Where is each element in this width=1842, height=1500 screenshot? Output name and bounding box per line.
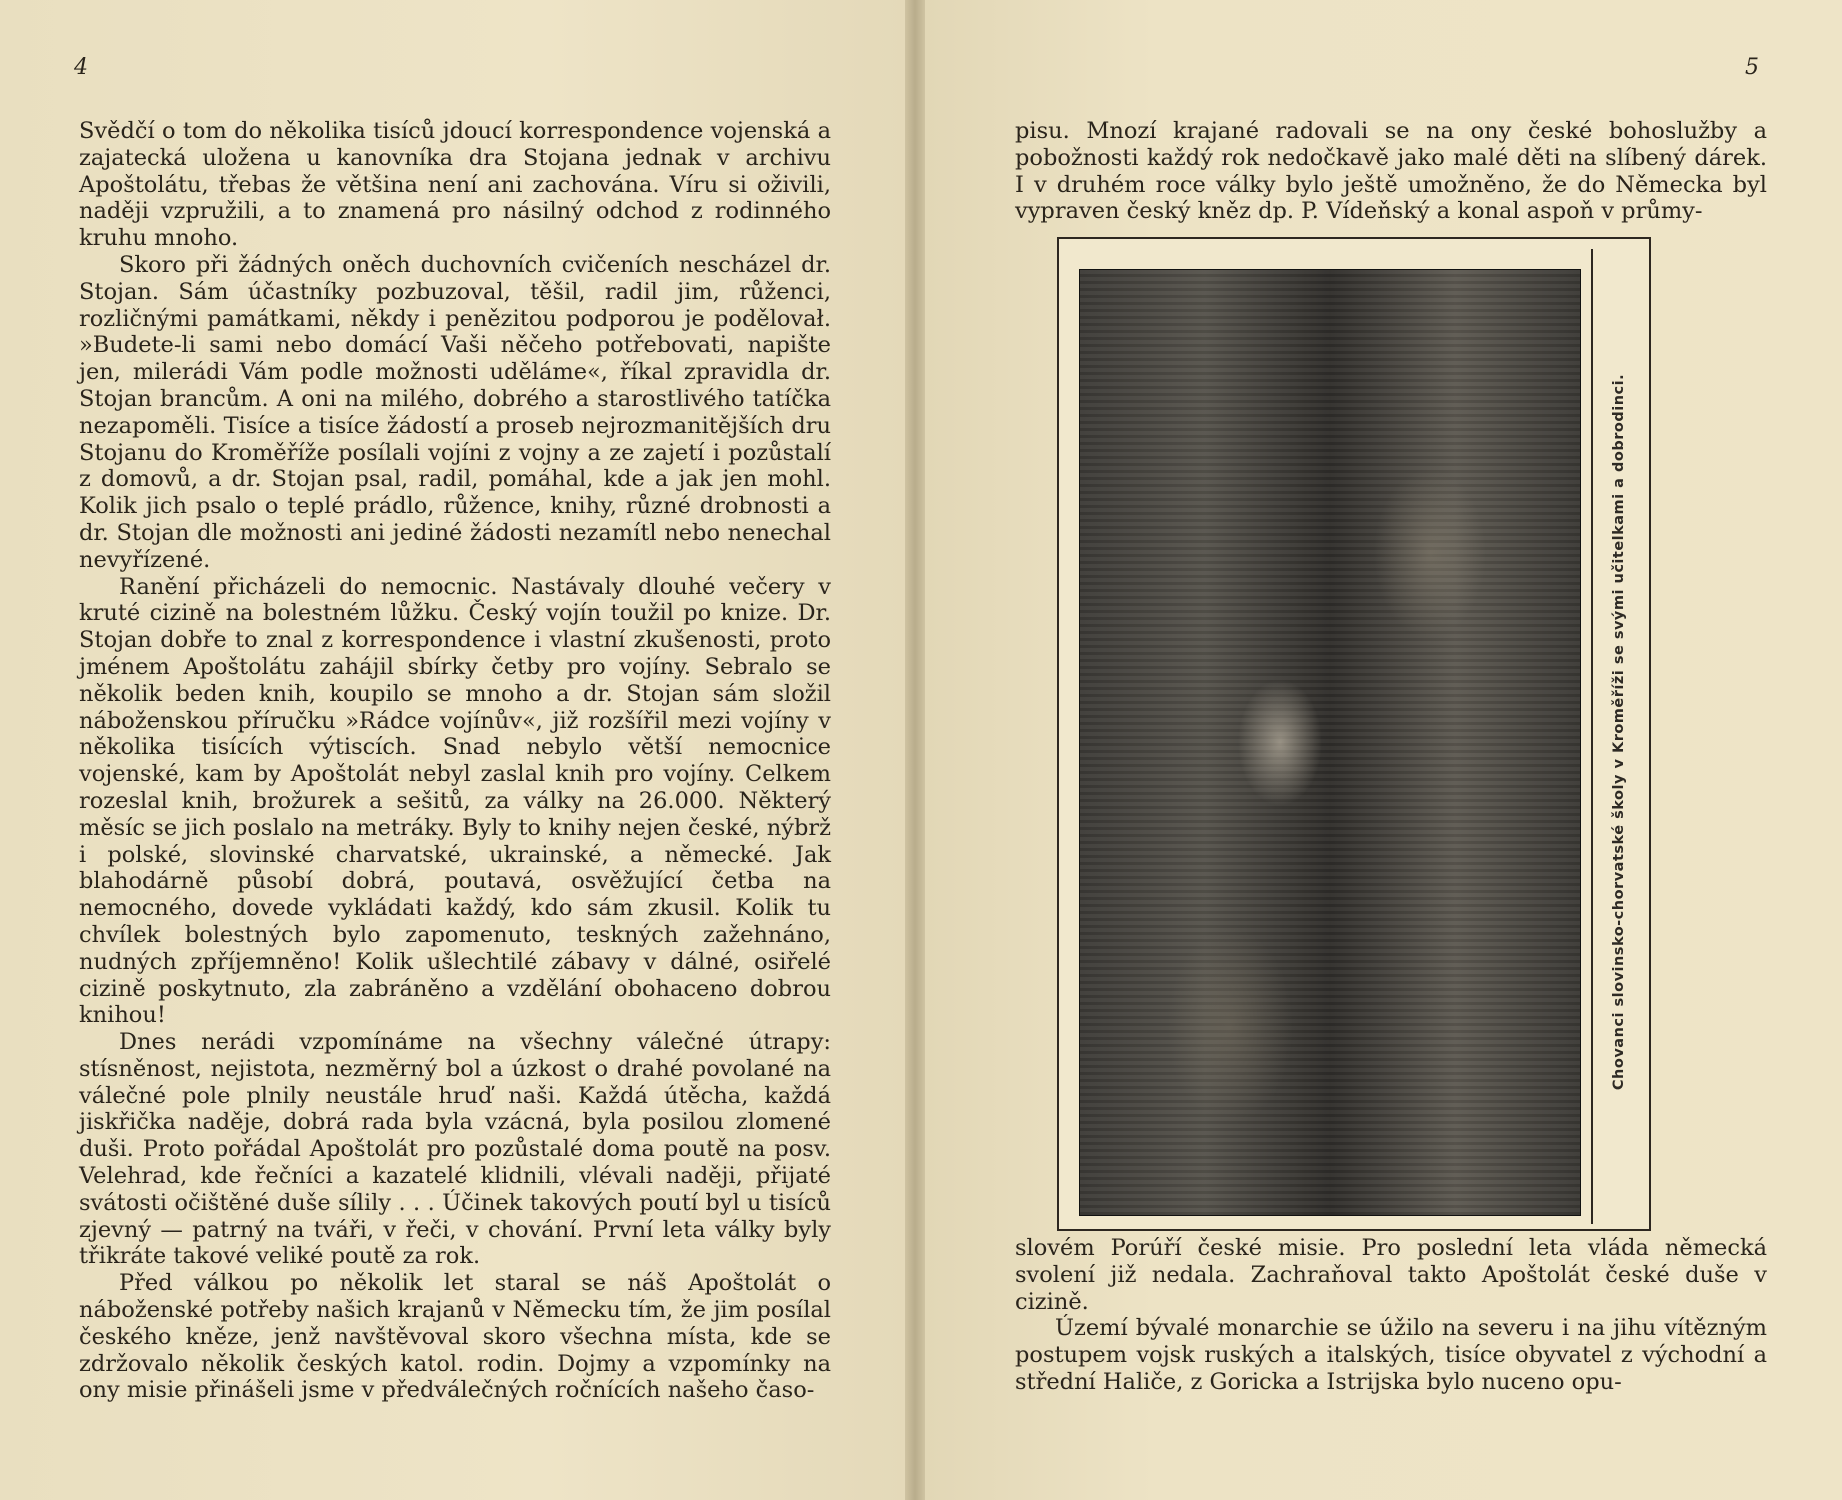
right-page-top-body [1015,118,1767,225]
paragraph: Skoro při žádných oněch duchovních cvičeních nescházel dr. Stojan. Sám účastníky pozbuzoval, těšil, radil jim, růženci, rozličnými památkami, někdy i penězitou podporou je podělovał. »Budete-li sami nebo domácí Vaši něčeho potřebovati, napište jen, milerádi Vám podle možnosti uděláme«, říkal zpravidla dr. Stojan brancům. A oni na milého, dobrého a starostlivého tatíčka nezapoměli. Tisíce a tisíce žádostí a proseb nejrozmanitějších dru Stojanu do Kroměříže posílali vojíni z vojny a ze zajetí i pozůstalí z domovů, a dr. Stojan psal, radil, pomáhal, kde a jak jen mohl. Kolik jich psalo o teplé prádlo, růžence, knihy, různé drobnosti a dr. Stojan dle možnosti ani jediné žádosti nezamítl nebo nenechal nevyřízené. [79,251,831,573]
book-gutter [905,0,925,1500]
right-page [925,0,1842,1500]
page-number: 4 [74,55,88,80]
paragraph: Dnes nerádi vzpomínáme na všechny válečné útrapy: stísněnost, nejistota, nezměrný bol a úzkost o drahé povolané na válečné pole plnily neustále hruď naši. Každá útěcha, každá jiskřička naděje, dobrá rada byla vzácná, byla posilou zlomené duši. Proto pořádal Apoštolát pro pozůstalé doma poutě na posv. Velehrad, kde řečníci a kazatelé klidnili, vlévali naději, přijaté svátosti očištěné duše sílily . . . Účinek takových poutí byl u tisíců zjevný — patrný na tváři, v řeči, v chování. První leta války byly třikráte takové veliké poutě za rok. [79,1029,831,1270]
paragraph: Území bývalé monarchie se úžilo na severu i na jihu vítězným postupem vojsk ruských a italských, tisíce obyvatel z východní a střední Haliče, z Goricka a Istrijska bylo nuceno opu- [1015,1315,1767,1395]
paragraph: slovém Porúří české misie. Pro poslední leta vláda německá svolení již nedala. Zachraňoval takto Apoštolát české duše v cizině. [1015,1235,1767,1315]
paragraph: Před válkou po několik let staral se náš Apoštolát o náboženské potřeby našich krajanů v Německu tím, že jim posílal českého kněze, jenž navštěvoval skoro všechna místa, kde se zdržovalo několik českých katol. rodin. Dojmy a vzpomínky na ony misie přinášeli jsme v předválečných ročnících našeho časo- [79,1270,831,1404]
right-page-bottom-body [1015,1235,1767,1396]
caption-frame [1591,249,1645,1224]
paragraph: Ranění přicházeli do nemocnic. Nastávaly dlouhé večery v kruté cizině na bolestném lůžku. Český vojín toužil po knize. Dr. Stojan dobře to znal z korrespondence i vlastní zkušenosti, proto jménem Apoštolátu zahájil sbírky četby pro vojíny. Sebralo se několik beden knih, koupilo se mnoho a dr. Stojan sám složil náboženskou příručku »Rádce vojínův«, již rozšířil mezi vojíny v několika tisících výtiscích. Snad nebylo větší nemocnice vojenské, kam by Apoštolát nebyl zaslal knih pro vojíny. Celkem rozeslal knih, brožurek a sešitů, za války na 26.000. Některý měsíc se jich poslalo na metráky. Byly to knihy nejen české, nýbrž i polské, slovinské charvatské, ukrainské, a německé. Jak blahodárně působí dobrá, poutavá, osvěžující četba na nemocného, dovede vykládati každý, kdo sám zkusil. Kolik tu chvílek bolestných bylo zapomenuto, teskných zažehnáno, nudných zpříjemněno! Kolik ušlechtilé zábavy v dálné, osiřelé cizině poskytnuto, zla zabráněno a vzdělání obohaceno dobrou knihou! [79,573,831,1029]
paragraph: Svědčí o tom do několika tisíců jdoucí korrespondence vojenská a zajatecká uložena u kanovníka dra Stojana jednak v archivu Apoštolátu, třebas že většina není ani zachována. Víru si oživili, naději vzpružili, a to znamená pro násilný odchod z rodinného kruhu mnoho. [79,118,831,252]
left-page-body [79,118,831,1404]
left-page [0,0,905,1500]
group-photo [1079,269,1581,1216]
photo-figure [1057,237,1651,1231]
photo-caption: Chovanci slovinsko-chorvatské školy v Kroměříži se svými učitelkami a dobrodinci. [1611,373,1627,1091]
page-number: 5 [1745,55,1759,80]
paragraph: pisu. Mnozí krajané radovali se na ony české bohoslužby a pobožnosti každý rok nedočkavě jako malé děti na slíbený dárek. I v druhém roce války bylo ještě umožněno, že do Německa byl vypraven český kněz dp. P. Vídeňský a konal aspoň v průmy- [1015,118,1767,225]
